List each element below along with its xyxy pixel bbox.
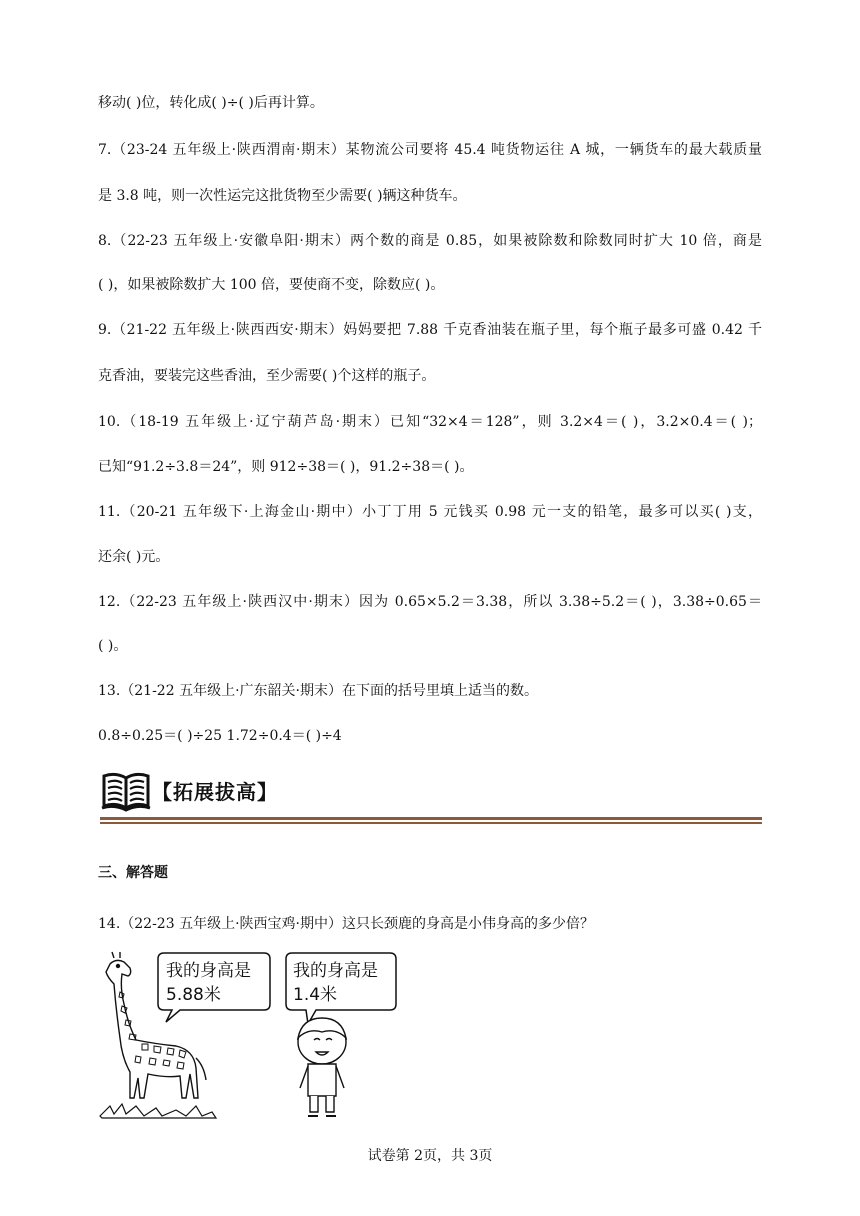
question-line: 移动( )位，转化成( )÷( )后再计算。 — [98, 95, 324, 111]
banner-rule-top — [100, 817, 762, 820]
boy-drawing — [298, 1018, 346, 1116]
question-8-line1: 8.（22-23 五年级上·安徽阜阳·期末）两个数的商是 0.85，如果被除数和除数同时扩大 10 倍，商是 — [98, 233, 762, 249]
question-10-line2: 已知“91.2÷3.8＝24”，则 912÷38＝( )，91.2÷38＝( )。 — [98, 459, 474, 475]
question-13-line1: 13.（21-22 五年级上·广东韶关·期末）在下面的括号里填上适当的数。 — [98, 683, 538, 699]
section-heading: 三、解答题 — [98, 865, 168, 881]
giraffe-boy-illustration — [96, 948, 416, 1128]
open-book-icon — [100, 768, 152, 812]
section-banner — [100, 768, 762, 828]
question-12-line1: 12.（22-23 五年级上·陕西汉中·期末）因为 0.65×5.2＝3.38，所以 3.38÷5.2＝( )，3.38÷0.65＝ — [98, 594, 762, 610]
giraffe-speech-bubble — [158, 953, 270, 1022]
question-7-line1: 7.（23-24 五年级上·陕西渭南·期末）某物流公司要将 45.4 吨货物运往 A 城，一辆货车的最大载质量 — [98, 142, 762, 158]
question-9-line1: 9.（21-22 五年级上·陕西西安·期末）妈妈要把 7.88 千克香油装在瓶子里，每个瓶子最多可盛 0.42 千 — [98, 322, 762, 338]
boy-bubble-line1: 我的身高是 — [293, 961, 378, 981]
question-14: 14.（22-23 五年级上·陕西宝鸡·期中）这只长颈鹿的身高是小伟身高的多少倍？ — [98, 916, 594, 932]
question-9-line2: 克香油，要装完这些香油，至少需要( )个这样的瓶子。 — [98, 368, 436, 384]
giraffe-bubble-line2: 5.88米 — [166, 985, 221, 1005]
page-footer: 试卷第 2页，共 3页 — [367, 1148, 493, 1164]
question-12-line2: ( )。 — [98, 638, 128, 654]
question-7-line2: 是 3.8 吨，则一次性运完这批货物至少需要( )辆这种货车。 — [98, 188, 467, 204]
boy-bubble-line2: 1.4米 — [293, 985, 338, 1005]
question-8-line2: ( )，如果被除数扩大 100 倍，要使商不变，除数应( )。 — [98, 277, 445, 293]
question-11-line2: 还余( )元。 — [98, 549, 170, 565]
banner-title: 【拓展拔高】 — [152, 780, 278, 804]
question-10-line1: 10.（18-19 五年级上·辽宁葫芦岛·期末）已知“32×4＝128”，则 3.2×4＝( )，3.2×0.4＝( )； — [98, 414, 762, 430]
question-11-line1: 11.（20-21 五年级下·上海金山·期中）小丁丁用 5 元钱买 0.98 元一支的铅笔，最多可以买( )支， — [98, 504, 762, 520]
boy-speech-bubble — [286, 953, 396, 1024]
banner-rule-bottom — [100, 822, 762, 824]
question-13-line2: 0.8÷0.25＝( )÷25 1.72÷0.4＝( )÷4 — [98, 728, 342, 744]
giraffe-bubble-line1: 我的身高是 — [166, 961, 251, 981]
grass — [100, 1104, 216, 1118]
